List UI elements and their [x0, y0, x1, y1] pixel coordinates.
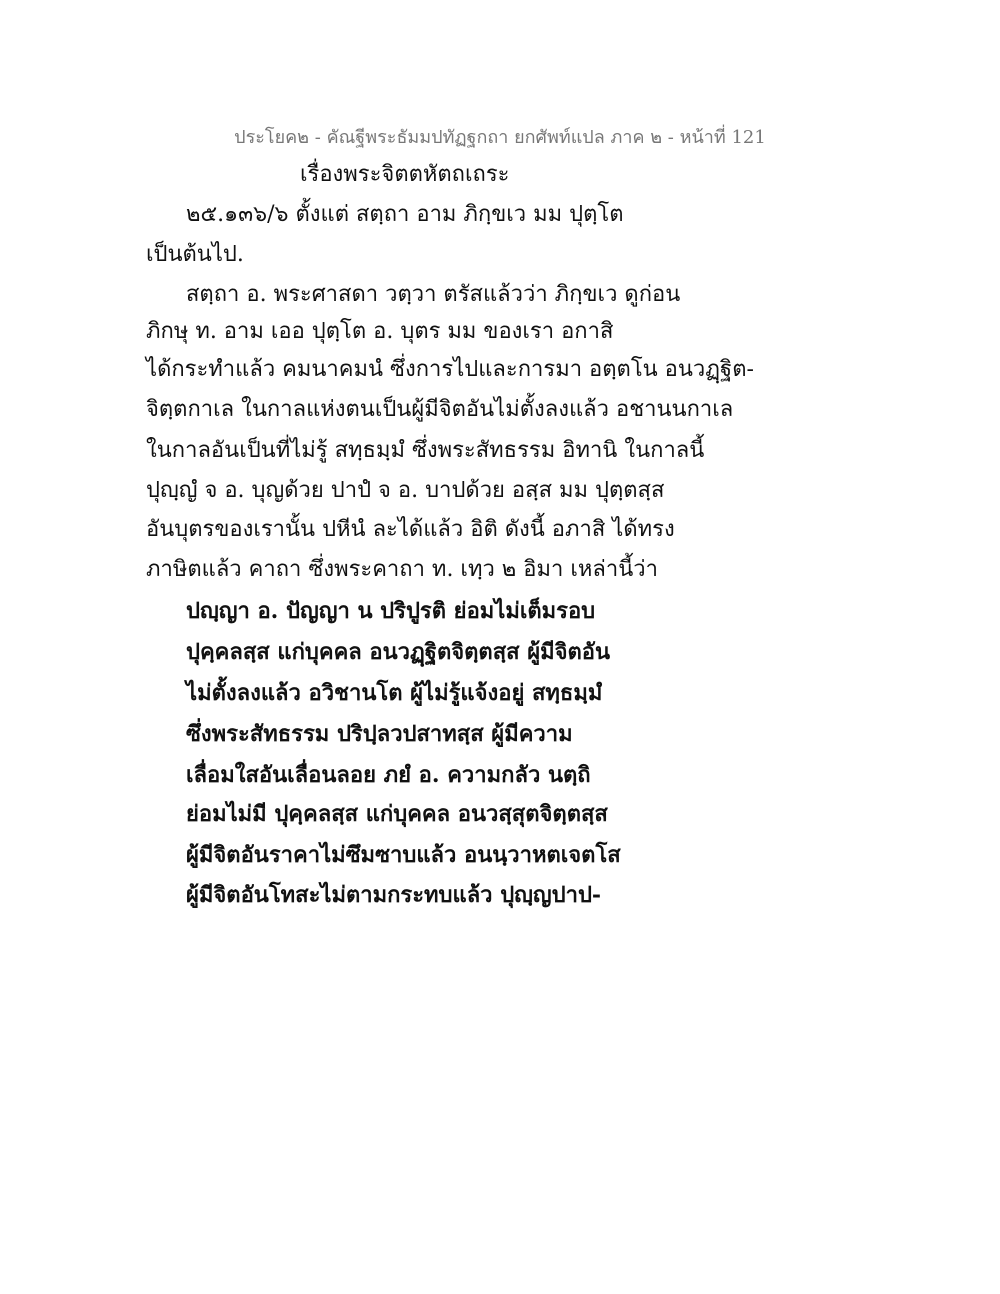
- paragraph-line: ภิกษุ ท. อาม เออ ปุตฺโต อ. บุตร มม ของเรา อกาสิ: [146, 319, 614, 344]
- verse-line: ไม่ตั้งลงแล้ว อวิชานโต ผู้ไม่รู้แจ้งอยู่ สทฺธมฺมํ: [186, 680, 603, 706]
- verse-line: ผู้มีจิตอันราคาไม่ซึมซาบแล้ว อนนฺวาหตเจตโส: [186, 842, 621, 868]
- paragraph-line: จิตฺตกาเล ในกาลแห่งตนเป็นผู้มีจิตอันไม่ตั้งลงแล้ว อชานนกาเล: [146, 397, 734, 422]
- story-title: เรื่องพระจิตตหัตถเถระ: [300, 162, 510, 187]
- paragraph-line: ได้กระทำแล้ว คมนาคมนํ ซึ่งการไปและการมา อตฺตโน อนวฏฺฐิต-: [146, 357, 754, 382]
- verse-line: ปุคฺคลสฺส แก่บุคคล อนวฏฺฐิตจิตฺตสฺส ผู้มีจิตอัน: [186, 639, 611, 665]
- verse-line: ปญฺญา อ. ปัญญา น ปริปูรติ ย่อมไม่เต็มรอบ: [186, 598, 596, 624]
- verse-line: ย่อมไม่มี ปุคฺคลสฺส แก่บุคคล อนวสฺสุตจิตฺตสฺส: [186, 801, 608, 827]
- paragraph-line: ในกาลอันเป็นที่ไม่รู้ สทฺธมฺมํ ซึ่งพระสัทธรรม อิทานิ ในกาลนี้: [146, 438, 705, 463]
- paragraph-line: สตฺถา อ. พระศาสดา วตฺวา ตรัสแล้วว่า ภิกฺขเว ดูก่อน: [186, 282, 681, 307]
- verse-line: ซึ่งพระสัทธรรม ปริปฺลวปสาทสฺส ผู้มีความ: [186, 721, 573, 747]
- paragraph-line: ปุญฺญํ จ อ. บุญด้วย ปาปํ จ อ. บาปด้วย อสฺส มม ปุตฺตสฺส: [146, 478, 665, 503]
- page-header: ประโยค๒ - คัณฐีพระธัมมปทัฏฐกถา ยกศัพท์แปล ภาค ๒ - หน้าที่ 121: [234, 127, 766, 148]
- paragraph-line: ๒๕.๑๓๖/๖ ตั้งแต่ สตฺถา อาม ภิกฺขเว มม ปุตฺโต: [186, 202, 624, 227]
- verse-line: ผู้มีจิตอันโทสะไม่ตามกระทบแล้ว ปุญฺญปาป-: [186, 882, 602, 908]
- paragraph-line: ภาษิตแล้ว คาถา ซึ่งพระคาถา ท. เทฺว ๒ อิมา เหล่านี้ว่า: [146, 557, 658, 582]
- paragraph-line: อันบุตรของเรานั้น ปหีนํ ละได้แล้ว อิติ ดังนี้ อภาสิ ได้ทรง: [146, 517, 675, 542]
- verse-line: เลื่อมใสอันเลื่อนลอย ภยํ อ. ความกลัว นตฺถิ: [186, 762, 591, 788]
- paragraph-line: เป็นต้นไป.: [146, 242, 244, 267]
